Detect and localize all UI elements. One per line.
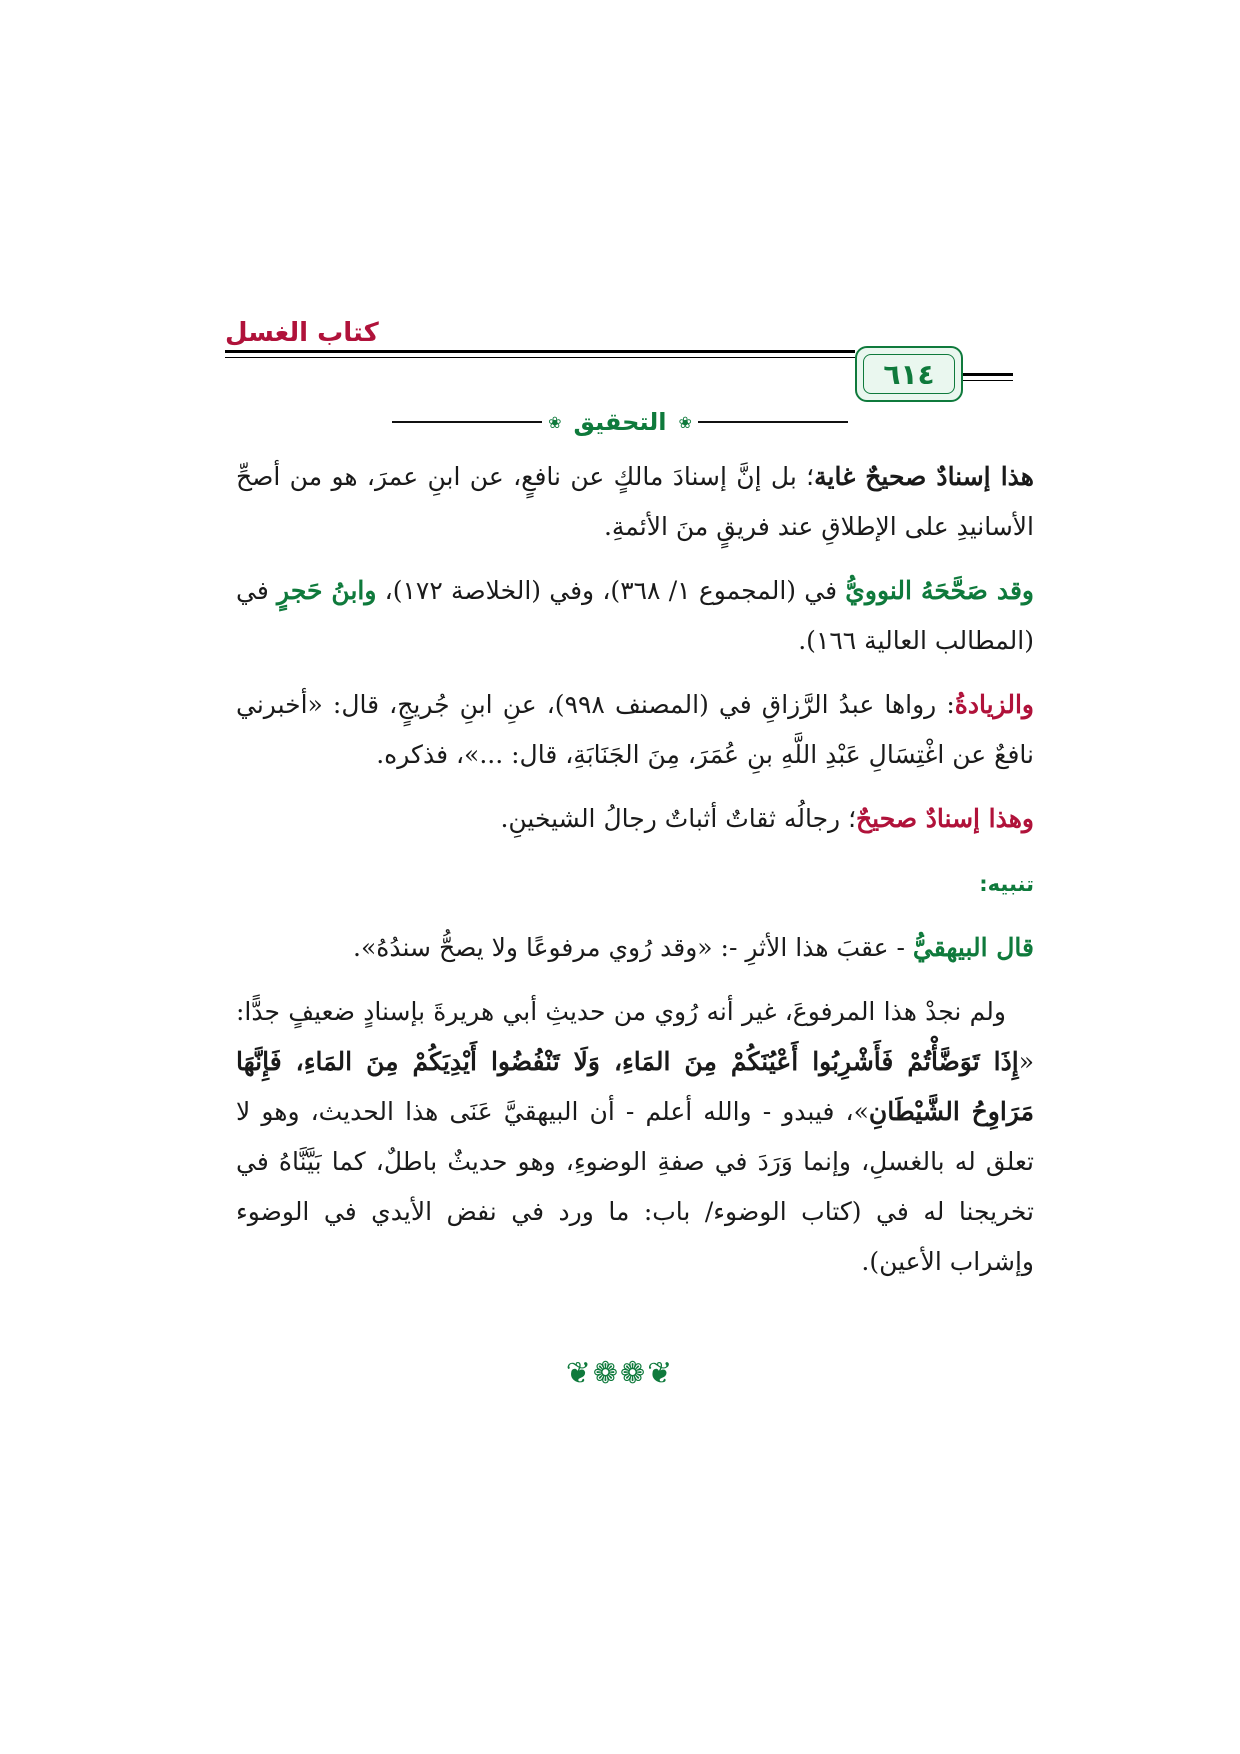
header-rule-right-top <box>963 373 1013 376</box>
note-label: تنبيه: <box>979 872 1034 896</box>
main-text <box>236 452 1034 1301</box>
note-label-row <box>236 858 1034 909</box>
p3-lead: والزيادةُ <box>954 690 1034 719</box>
paragraph-2 <box>236 566 1034 666</box>
header-rule-top <box>225 350 855 353</box>
divider-line-left <box>392 421 542 423</box>
p6-hadith: إِذَا تَوَضَّأْتُمْ فَأَشْرِبُوا أَعْيُنَكُمْ مِنَ المَاءِ، وَلَا تَنْفُضُوا أَيْدِيَكُمْ مِنَ المَاءِ، فَإِنَّهَا مَرَاوِحُ الشَّيْطَانِ <box>236 1047 1034 1126</box>
p2-lead: وقد صَحَّحَهُ النوويُّ <box>845 576 1034 605</box>
paragraph-3 <box>236 680 1034 780</box>
divider-line-right <box>698 421 848 423</box>
p3-text: : رواها عبدُ الرَّزاقِ في (المصنف ٩٩٨)، عنِ ابنِ جُريجٍ، قال: «أخبرني نافعٌ عن اغْتِسَالِ عَبْدِ اللَّهِ بنِ عُمَرَ، مِنَ الجَنَابَةِ، قال: ...»، فذكره. <box>236 690 1034 769</box>
book-title: كتاب الغسل <box>225 318 379 348</box>
p6-text2: »، فيبدو - والله أعلم - أن البيهقيَّ عَنَى هذا الحديث، وهو لا تعلق له بالغسلِ، وإنما وَرَدَ في صفةِ الوضوءِ، وهو حديثٌ باطلٌ، كما بَيَّنَّاهُ في تخريجنا له في (كتاب الوضوء/ باب: ما ورد في نفض الأيدي في الوضوء وإشراب الأعين). <box>236 1097 1034 1276</box>
ornament-icon: ❀ <box>548 412 562 432</box>
paragraph-6 <box>236 987 1034 1287</box>
paragraph-1 <box>236 452 1034 552</box>
section-heading <box>0 402 1240 442</box>
ornament-icon: ❀ <box>678 412 692 432</box>
p2-lead2: وابنُ حَجرٍ <box>277 576 377 605</box>
p5-text: - عقبَ هذا الأثرِ -: «وقد رُوي مرفوعًا ولا يصحُّ سندُهُ». <box>353 933 913 962</box>
header-rule-right-bottom <box>963 380 1013 381</box>
page-number: ٦١٤ <box>863 354 955 394</box>
p5-lead: قال البيهقيُّ <box>912 933 1034 962</box>
p1-lead: هذا إسنادٌ صحيحٌ غاية <box>814 462 1034 491</box>
header-rule-bottom <box>225 357 855 358</box>
p2-text1: في (المجموع ١/ ٣٦٨)، وفي (الخلاصة ١٧٢)، <box>376 576 846 605</box>
page-number-badge <box>855 346 963 402</box>
p2-text2: في (المطالب العالية ١٦٦). <box>236 576 1034 655</box>
p4-text: ؛ رجالُه ثقاتٌ أثباتٌ رجالُ الشيخينِ. <box>500 804 857 833</box>
end-ornament-icon: ❦❁❁❦ <box>565 1356 675 1391</box>
paragraph-5 <box>236 923 1034 973</box>
p4-lead: وهذا إسنادٌ صحيحٌ <box>856 804 1034 833</box>
paragraph-4 <box>236 794 1034 844</box>
p6-text1: ولم نجدْ هذا المرفوعَ، غير أنه رُوي من حديثِ أبي هريرةَ بإسنادٍ ضعيفٍ جدًّا: « <box>236 997 1034 1076</box>
section-title: التحقيق <box>573 408 667 436</box>
p1-text: ؛ بل إنَّ إسنادَ مالكٍ عن نافعٍ، عن ابنِ عمرَ، هو من أصحِّ الأسانيدِ على الإطلاقِ عند فريقٍ منَ الأئمةِ. <box>236 462 1034 541</box>
